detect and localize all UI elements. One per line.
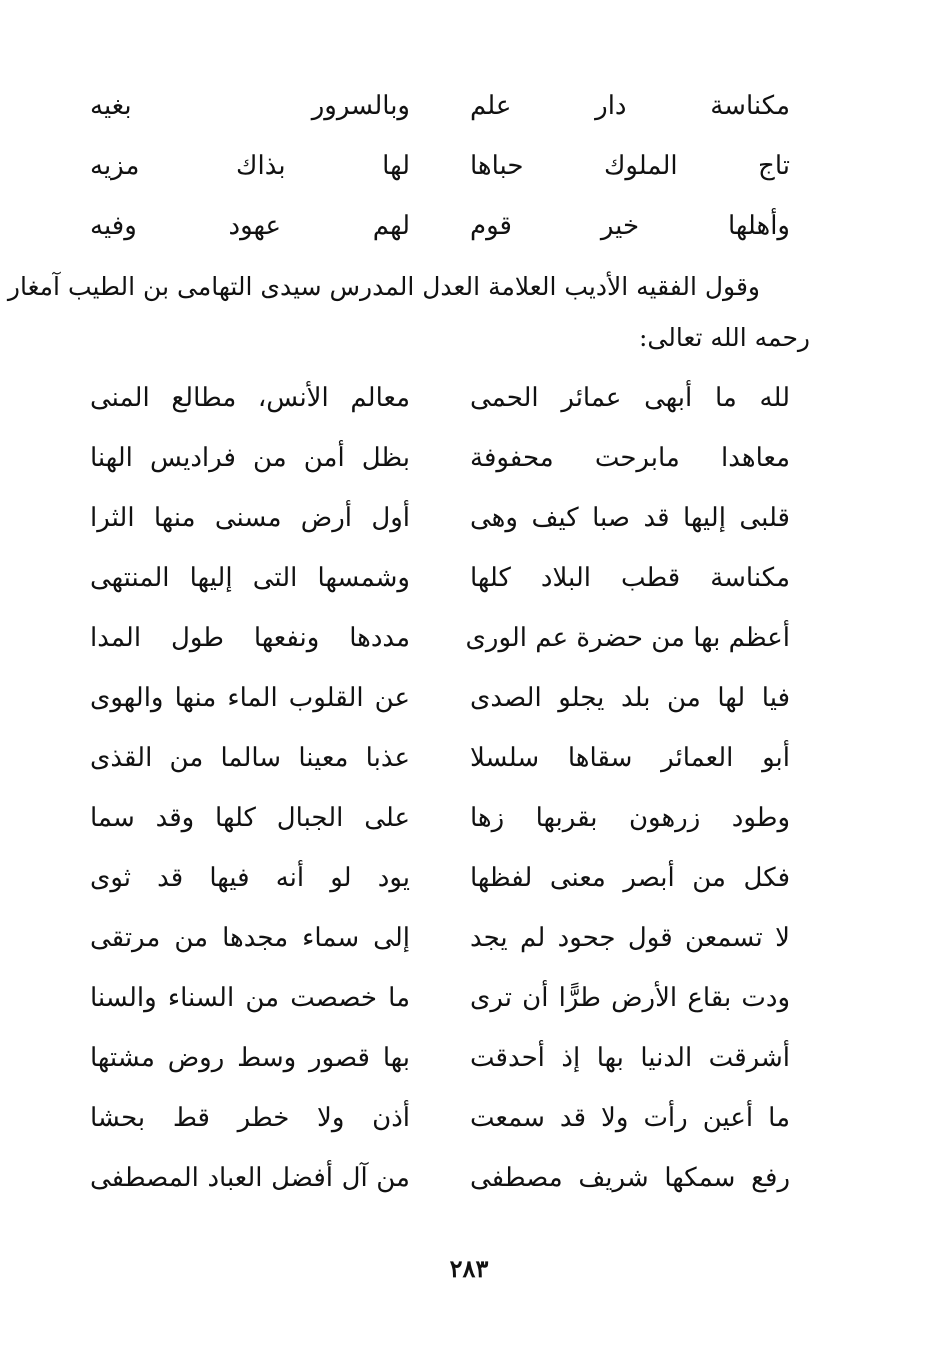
second-hemistich: معالم الأنس، مطالع المنى [90, 383, 410, 413]
second-hemistich: يود لو أنه فيها قد ثوى [90, 863, 410, 893]
poem-verses [90, 368, 790, 1208]
first-hemistich: فكل من أبصر معنى لفظها [470, 863, 790, 893]
second-hemistich: عذبا معينا سالما من القذى [90, 743, 410, 773]
second-hemistich: مددها ونفعها طول المدا [90, 623, 410, 653]
first-hemistich: مكناسة قطب البلاد كلها [470, 563, 790, 593]
second-hemistich: إلى سماء مجدها من مرتقى [90, 923, 410, 953]
second-hemistich: عن القلوب الماء منها والهوى [90, 683, 410, 713]
first-hemistich: فيا لها من بلد يجلو الصدى [470, 683, 790, 713]
first-hemistich: أشرقت الدنيا بها إذ أحدقت [470, 1043, 790, 1073]
first-hemistich: قلبى إليها قد صبا كيف وهى [470, 503, 790, 533]
second-hemistich: لها بذاك مزيه [90, 151, 410, 181]
verse-line [90, 428, 790, 488]
verse-line [90, 196, 790, 256]
second-hemistich: أذن ولا خطر قط بحشا [90, 1103, 410, 1133]
first-hemistich: تاج الملوك حباها [470, 151, 790, 181]
verse-line [90, 668, 790, 728]
first-hemistich: أبو العمائر سقاها سلسلا [470, 743, 790, 773]
page-number: ٢٨٣ [449, 1254, 489, 1283]
first-hemistich: أعظم بها من حضرة عم الورى [465, 623, 790, 653]
second-hemistich: أول أرض مسنى منها الثرا [90, 503, 410, 533]
second-hemistich: لهم عهود وفيه [90, 211, 410, 241]
second-hemistich: بظل أمن من فراديس الهنا [90, 443, 410, 473]
second-hemistich: وشمسها التى إليها المنتهى [90, 563, 410, 593]
verse-line [90, 848, 790, 908]
first-hemistich: رفع سمكها شريف مصطفى [470, 1163, 790, 1193]
first-hemistich: وطود زرهون بقربها زها [470, 803, 790, 833]
verse-line [90, 1028, 790, 1088]
second-hemistich: من آل أفضل العباد المصطفى [90, 1163, 410, 1193]
intro-verses [90, 76, 790, 256]
first-hemistich: مكناسة دار علم [470, 91, 790, 121]
second-hemistich: ما خصصت من السناء والسنا [90, 983, 410, 1013]
verse-line [90, 908, 790, 968]
verse-line [90, 968, 790, 1028]
first-hemistich: ما أعين رأت ولا قد سمعت [470, 1103, 790, 1133]
first-hemistich: معاهدا مابرحت محفوفة [470, 443, 790, 473]
verse-line [90, 728, 790, 788]
prose-line-2: رحمه الله تعالى: [638, 323, 810, 352]
verse-line [90, 788, 790, 848]
verse-line [90, 1148, 790, 1208]
verse-line [90, 608, 790, 668]
first-hemistich: ودت بقاع الأرض طرًّا أن ترى [470, 983, 790, 1013]
verse-line [90, 76, 790, 136]
first-hemistich: وأهلها خير قوم [470, 211, 790, 241]
prose-line-1: وقول الفقيه الأديب العلامة العدل المدرس سيدى التهامى بن الطيب آمغار [7, 272, 760, 301]
second-hemistich: على الجبال كلها وقد سما [90, 803, 410, 833]
first-hemistich: لا تسمعن قول جحود لم يجد [470, 923, 790, 953]
verse-line [90, 1088, 790, 1148]
second-hemistich: بها قصور وسط روض مشتها [90, 1043, 410, 1073]
second-hemistich: وبالسرور بغيه [90, 91, 410, 121]
verse-line [90, 368, 790, 428]
verse-line [90, 136, 790, 196]
verse-line [90, 488, 790, 548]
verse-line [90, 548, 790, 608]
first-hemistich: لله ما أبهى عمائر الحمى [470, 383, 790, 413]
